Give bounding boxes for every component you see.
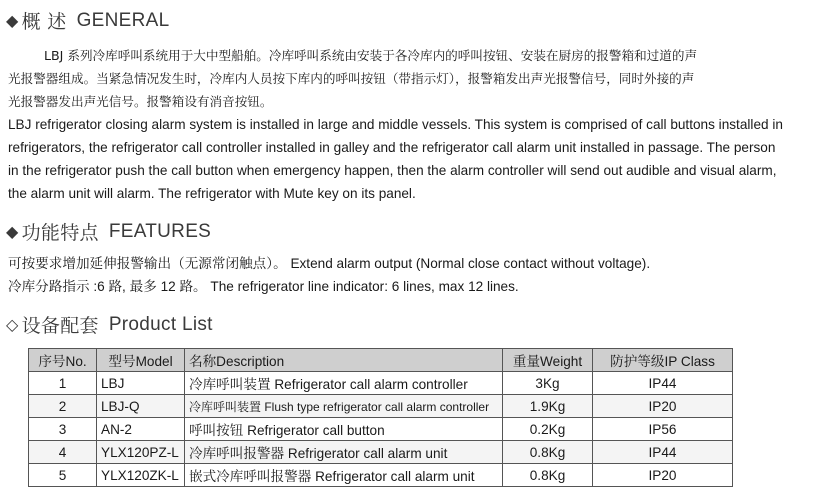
product-list-heading — [6, 311, 213, 338]
cell-ip-class: IP44 — [593, 441, 733, 464]
diamond-filled-icon: ◆ — [6, 222, 19, 241]
general-en-line: refrigerators, the refrigerator call controller installed in galley and the refrigerator call alarm unit installed in passage. The person — [8, 140, 776, 155]
cell-description: 呼叫按钮 Refrigerator call button — [185, 418, 503, 441]
cell-ip-class: IP20 — [593, 464, 733, 487]
cell-weight: 0.2Kg — [503, 418, 593, 441]
cell-no: 4 — [29, 441, 97, 464]
product-list-title-en: Product List — [108, 313, 213, 335]
cell-model: YLX120PZ-L — [97, 441, 185, 464]
cell-weight: 0.8Kg — [503, 464, 593, 487]
general-zh-line: 光报警器组成。当紧急情况发生时，冷库内人员按下库内的呼叫按钮（带指示灯），报警箱发出声光报警信号，同时外接的声 — [8, 71, 695, 86]
cell-ip-class: IP56 — [593, 418, 733, 441]
cell-ip-class: IP44 — [593, 372, 733, 395]
general-zh-line: LBJ 系列冷库呼叫系统用于大中型船舶。冷库呼叫系统由安装于各冷库内的呼叫按钮、安装在厨房的报警箱和过道的声 — [44, 48, 698, 63]
product-list-title-zh: 设备配套 — [21, 315, 99, 337]
header-model: 型号Model — [97, 349, 185, 372]
general-paragraph-zh — [8, 44, 826, 113]
cell-description: 嵌式冷库呼叫报警器 Refrigerator call alarm unit — [185, 464, 503, 487]
features-title-en: FEATURES — [108, 220, 212, 242]
general-title-zh: 概 述 — [21, 11, 67, 33]
feature-item: 冷库分路指示 :6 路, 最多 12 路。 The refrigerator line indicator: 6 lines, max 12 lines. — [8, 279, 519, 294]
cell-ip-class: IP20 — [593, 395, 733, 418]
cell-weight: 1.9Kg — [503, 395, 593, 418]
table-row — [29, 372, 733, 395]
diamond-filled-icon: ◆ — [6, 11, 19, 30]
cell-model: YLX120ZK-L — [97, 464, 185, 487]
table-row — [29, 395, 733, 418]
header-ip-class: 防护等级IP Class — [593, 349, 733, 372]
header-description: 名称Description — [185, 349, 503, 372]
table-row — [29, 464, 733, 487]
cell-no: 5 — [29, 464, 97, 487]
cell-description: 冷库呼叫装置 Flush type refrigerator call alarm controller — [185, 395, 503, 418]
product-table — [28, 348, 733, 487]
cell-weight: 0.8Kg — [503, 441, 593, 464]
general-zh-line: 光报警器发出声光信号。报警箱设有消音按钮。 — [8, 94, 273, 109]
cell-weight: 3Kg — [503, 372, 593, 395]
table-row — [29, 441, 733, 464]
cell-no: 1 — [29, 372, 97, 395]
general-title-en: GENERAL — [76, 9, 170, 31]
table-row — [29, 418, 733, 441]
cell-description: 冷库呼叫装置 Refrigerator call alarm controller — [185, 372, 503, 395]
cell-no: 2 — [29, 395, 97, 418]
header-weight: 重量Weight — [503, 349, 593, 372]
general-en-line: LBJ refrigerator closing alarm system is installed in large and middle vessels. This system is comprised of call buttons installed in — [8, 117, 783, 132]
table-header-row — [29, 349, 733, 372]
general-paragraph-en — [8, 113, 826, 205]
cell-model: LBJ — [97, 372, 185, 395]
feature-item: 可按要求增加延伸报警输出（无源常闭触点）。 Extend alarm output (Normal close contact without voltage). — [8, 256, 651, 271]
general-en-line: in the refrigerator push the call button when emergency happen, then the alarm controller will send out audible and visual alarm, — [8, 163, 777, 178]
header-no: 序号No. — [29, 349, 97, 372]
general-heading — [6, 7, 169, 34]
cell-no: 3 — [29, 418, 97, 441]
features-heading — [6, 218, 211, 245]
general-en-line: the alarm unit will alarm. The refrigerator with Mute key on its panel. — [8, 186, 416, 201]
cell-model: AN-2 — [97, 418, 185, 441]
features-list — [8, 252, 826, 298]
features-title-zh: 功能特点 — [21, 222, 99, 244]
cell-description: 冷库呼叫报警器 Refrigerator call alarm unit — [185, 441, 503, 464]
cell-model: LBJ-Q — [97, 395, 185, 418]
diamond-outline-icon: ◇ — [6, 315, 19, 334]
